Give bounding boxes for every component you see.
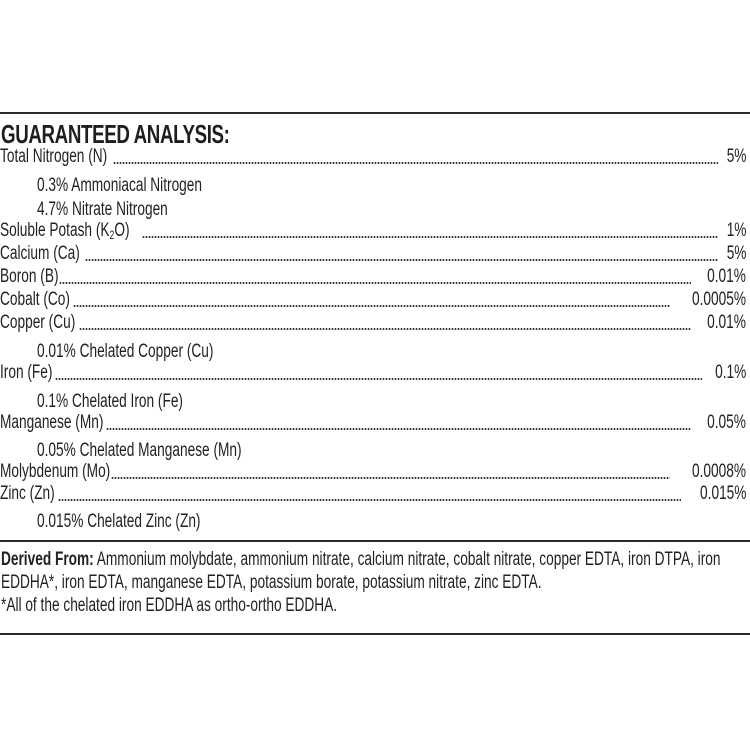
nutrient-value: 5% <box>726 146 746 167</box>
nutrient-label: Manganese (Mn) <box>0 412 104 433</box>
middle-divider <box>0 540 750 542</box>
analysis-row-boron <box>0 264 746 288</box>
nutrient-value: 1% <box>726 220 746 241</box>
analysis-row-total-nitrogen <box>0 144 746 168</box>
nutrient-label: Boron (B) <box>0 266 59 287</box>
dot-leader <box>113 162 718 164</box>
analysis-row-soluble-potash <box>0 218 746 242</box>
eddha-footnote: *All of the chelated iron EDDHA as ortho-ortho EDDHA. <box>1 595 338 616</box>
analysis-row-molybdenum <box>0 459 746 483</box>
sub-item-chelated-copper: 0.01% Chelated Copper (Cu) <box>37 341 214 362</box>
dot-leader <box>142 236 718 238</box>
dot-leader <box>79 328 692 330</box>
label-text: O) <box>114 220 130 241</box>
analysis-row-manganese <box>0 410 746 434</box>
dot-leader <box>55 378 702 380</box>
derived-from-text: Ammonium molybdate, ammonium nitrate, calcium nitrate, cobalt nitrate, copper EDTA, iron DTPA, iron EDDHA*, iron EDTA, manganese EDTA, potassium borate, potassium nitrate, zinc EDTA. <box>1 549 721 593</box>
analysis-row-copper <box>0 310 746 334</box>
nutrient-label <box>0 220 130 242</box>
bottom-divider <box>0 633 750 635</box>
nutrient-value: 0.015% <box>699 483 746 504</box>
nutrient-value: 0.01% <box>707 312 746 333</box>
guaranteed-analysis-heading: GUARANTEED ANALYSIS: <box>1 119 230 149</box>
dot-leader <box>106 428 692 430</box>
nutrient-value: 0.0008% <box>691 461 746 482</box>
nutrient-label: Molybdenum (Mo) <box>0 461 111 482</box>
nutrient-value: 5% <box>726 243 746 264</box>
sub-item-ammoniacal-nitrogen: 0.3% Ammoniacal Nitrogen <box>37 175 203 196</box>
dot-leader <box>59 282 691 284</box>
derived-from-label: Derived From: <box>1 549 94 570</box>
sub-item-chelated-iron: 0.1% Chelated Iron (Fe) <box>37 391 183 412</box>
dot-leader <box>111 477 670 479</box>
analysis-row-cobalt <box>0 287 746 311</box>
nutrient-value: 0.01% <box>707 266 746 287</box>
nutrient-label: Cobalt (Co) <box>0 289 70 310</box>
dot-leader <box>58 499 681 501</box>
analysis-row-calcium <box>0 241 746 265</box>
nutrient-label: Copper (Cu) <box>0 312 76 333</box>
nutrient-label: Calcium (Ca) <box>0 243 80 264</box>
analysis-row-iron <box>0 360 746 384</box>
derived-from-paragraph <box>1 548 747 594</box>
top-divider <box>0 112 750 114</box>
dot-leader <box>73 305 670 307</box>
nutrient-label: Zinc (Zn) <box>0 483 55 504</box>
sub-item-nitrate-nitrogen: 4.7% Nitrate Nitrogen <box>37 199 168 220</box>
nutrient-value: 0.0005% <box>691 289 746 310</box>
sub-item-chelated-zinc: 0.015% Chelated Zinc (Zn) <box>37 511 201 532</box>
sub-item-chelated-manganese: 0.05% Chelated Manganese (Mn) <box>37 440 242 461</box>
nutrient-value: 0.05% <box>707 412 746 433</box>
nutrient-label: Iron (Fe) <box>0 362 53 383</box>
nutrient-label: Total Nitrogen (N) <box>0 146 108 167</box>
analysis-row-zinc <box>0 481 746 505</box>
nutrient-value: 0.1% <box>714 362 746 383</box>
label-text: Soluble Potash (K <box>0 220 110 241</box>
subscript: 2 <box>109 228 115 242</box>
dot-leader <box>85 259 718 261</box>
